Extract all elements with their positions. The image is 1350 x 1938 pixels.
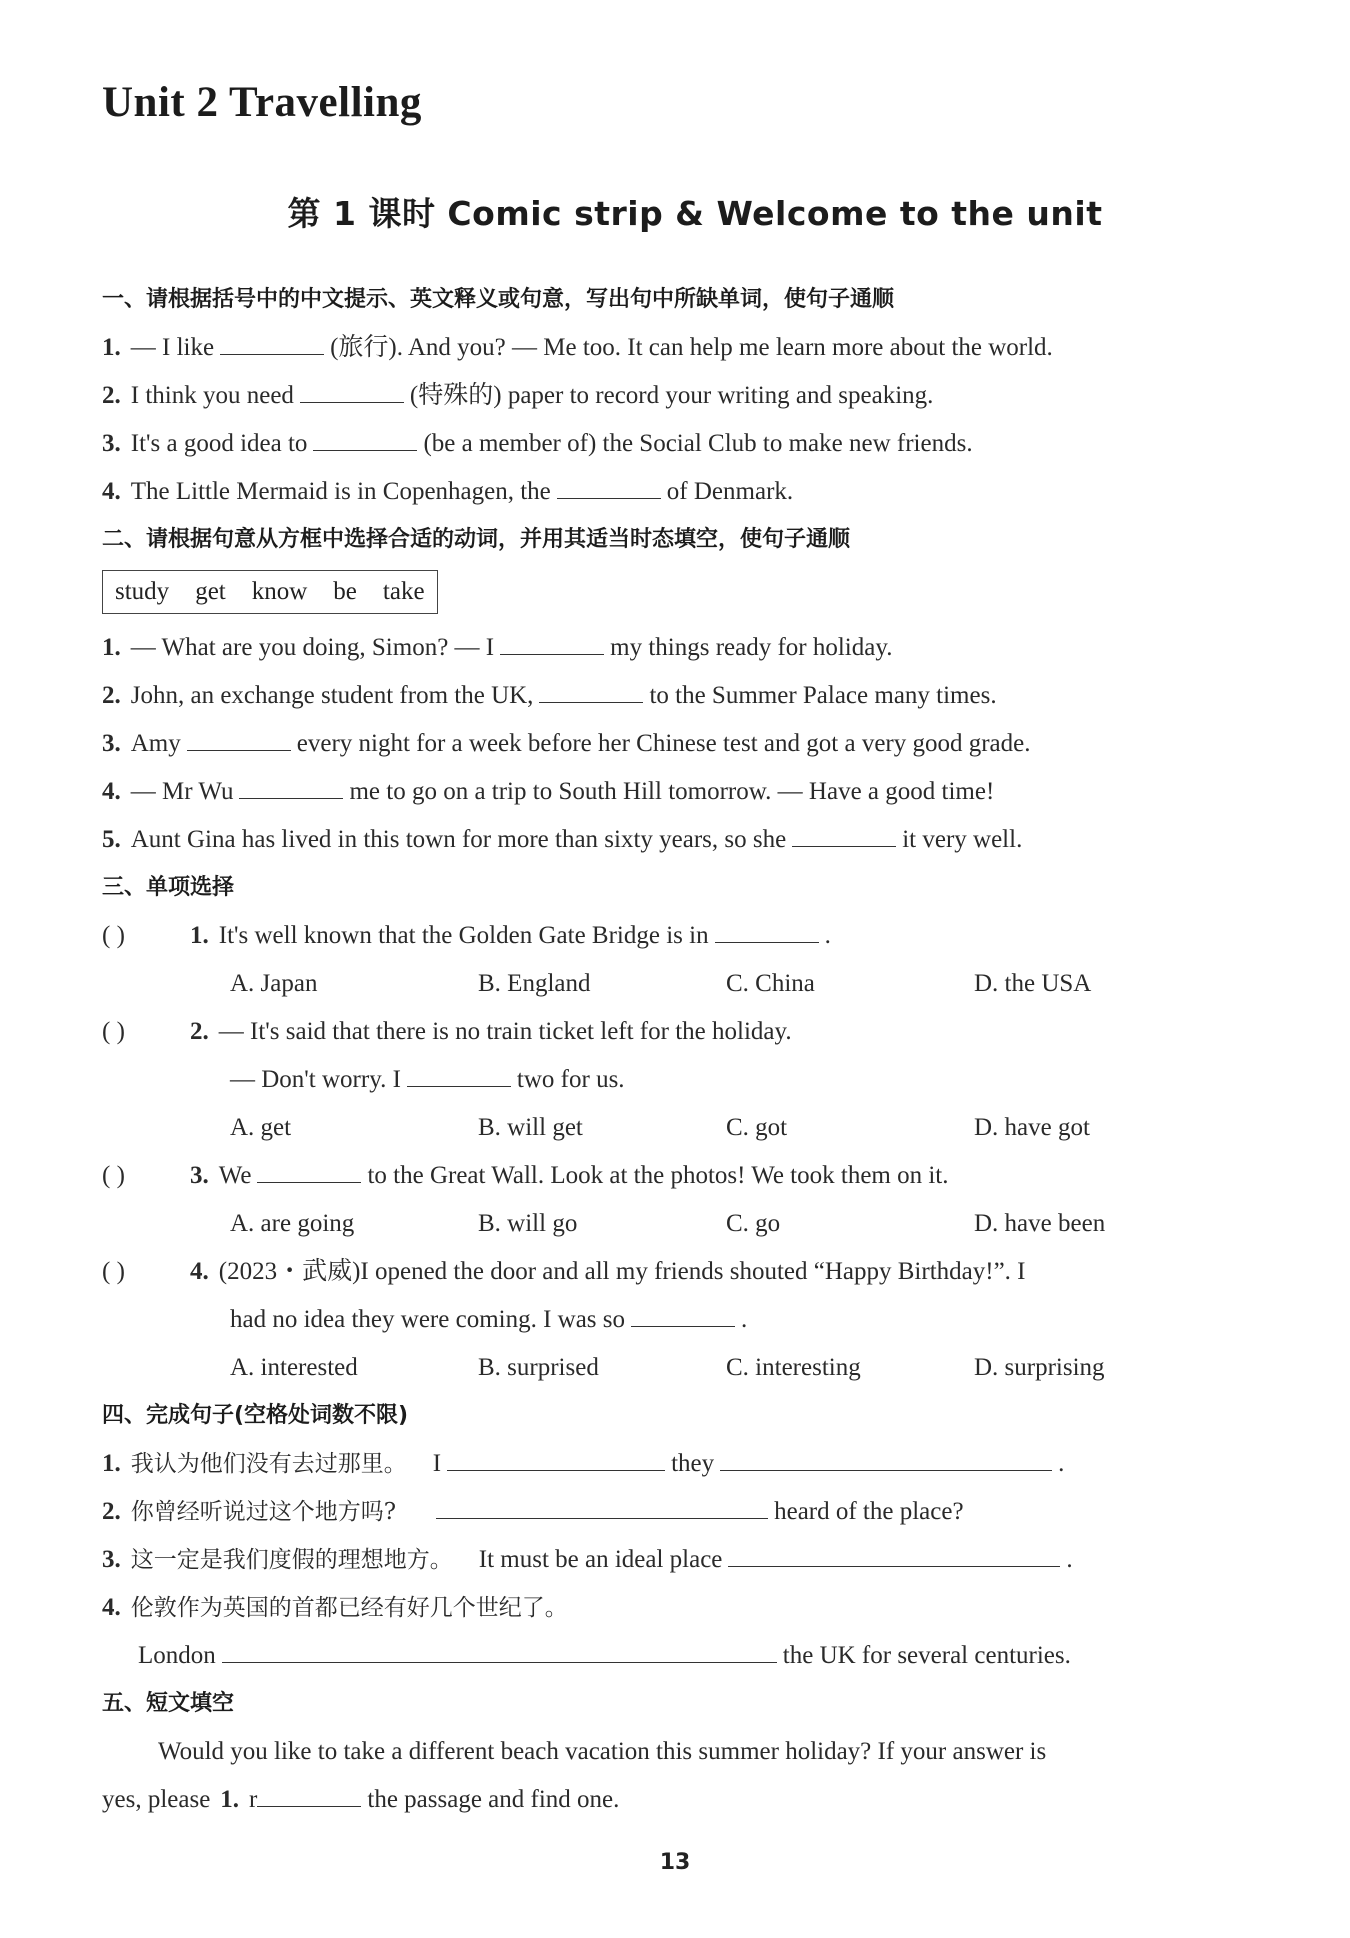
word-option: study — [115, 578, 170, 605]
s3-q3-options — [102, 1200, 1232, 1248]
item-text: (2023・武威)I opened the door and all my friends shouted “Happy Birthday!”. I — [218, 1258, 1026, 1285]
item-number: 1. — [102, 334, 121, 361]
item-text: every night for a week before her Chinese test and got a very good grade. — [296, 730, 1031, 757]
word-option: be — [333, 578, 357, 605]
answer-paren[interactable]: ( ) — [102, 922, 125, 949]
item-text: the UK for several centuries. — [782, 1642, 1071, 1669]
item-text: — Don't worry. I — [230, 1066, 401, 1093]
answer-blank[interactable] — [792, 820, 896, 847]
answer-blank[interactable] — [557, 472, 661, 499]
s4-item-2 — [102, 1488, 1232, 1536]
item-text: It's well known that the Golden Gate Bridge is in — [218, 922, 709, 949]
item-text: heard of the place? — [774, 1498, 964, 1525]
option-a[interactable]: A. Japan — [230, 970, 318, 997]
section3-heading: 三、单项选择 — [102, 875, 235, 900]
option-a[interactable]: A. are going — [230, 1210, 355, 1237]
item-number: 4. — [102, 778, 121, 805]
passage-text: yes, please — [102, 1786, 211, 1813]
option-c[interactable]: C. interesting — [726, 1354, 861, 1381]
s3-q2-line2 — [102, 1056, 1232, 1104]
item-text: — I like — [130, 334, 215, 361]
answer-blank — [715, 916, 819, 943]
answer-blank[interactable] — [222, 1636, 777, 1663]
answer-blank — [257, 1156, 361, 1183]
answer-blank — [407, 1060, 511, 1087]
item-number: 2. — [102, 382, 121, 409]
word-option: get — [195, 578, 226, 605]
unit-title: Unit 2 Travelling — [102, 79, 422, 126]
lesson-title: 第 1 课时 Comic strip & Welcome to the unit — [287, 194, 1103, 233]
item-text: . — [741, 1306, 748, 1333]
item-text: We — [218, 1162, 252, 1189]
item-text: It's a good idea to — [130, 430, 308, 457]
answer-paren[interactable]: ( ) — [102, 1258, 125, 1285]
s1-item-2 — [102, 372, 1232, 420]
s3-q2 — [102, 1008, 1232, 1056]
item-text: to the Summer Palace many times. — [649, 682, 997, 709]
s1-item-4 — [102, 468, 1232, 516]
option-b[interactable]: B. England — [478, 970, 591, 997]
item-text: — What are you doing, Simon? — I — [130, 634, 495, 661]
item-text: It must be an ideal place — [478, 1546, 723, 1573]
item-text: I — [432, 1450, 442, 1477]
s2-item-3 — [102, 720, 1232, 768]
section4-heading: 四、完成句子(空格处词数不限) — [102, 1403, 409, 1428]
word-box — [102, 570, 438, 614]
answer-blank — [631, 1300, 735, 1327]
answer-blank[interactable] — [187, 724, 291, 751]
item-text: . — [1058, 1450, 1065, 1477]
item-text: (be a member of) the Social Club to make new friends. — [423, 430, 973, 457]
answer-paren[interactable]: ( ) — [102, 1018, 125, 1045]
item-text: . — [1066, 1546, 1073, 1573]
item-text: London — [138, 1642, 216, 1669]
s3-q1-options — [102, 960, 1232, 1008]
item-number: 1. — [190, 922, 209, 949]
chinese-prompt: 这一定是我们度假的理想地方。 — [130, 1547, 453, 1573]
answer-blank[interactable] — [300, 376, 404, 403]
answer-blank[interactable] — [447, 1444, 665, 1471]
option-c[interactable]: C. China — [726, 970, 815, 997]
item-number: 3. — [102, 1546, 121, 1573]
passage-text: the passage and find one. — [367, 1786, 620, 1813]
answer-paren[interactable]: ( ) — [102, 1162, 125, 1189]
item-text: they — [671, 1450, 715, 1477]
chinese-prompt: 你曾经听说过这个地方吗? — [130, 1499, 397, 1525]
option-a[interactable]: A. get — [230, 1114, 292, 1141]
exercise-content — [102, 276, 1232, 1824]
s4-item-1 — [102, 1440, 1232, 1488]
chinese-prompt: 我认为他们没有去过那里。 — [130, 1451, 407, 1477]
item-text: (旅行). And you? — Me too. It can help me learn more about the world. — [330, 334, 1053, 361]
item-text: The Little Mermaid is in Copenhagen, the — [130, 478, 551, 505]
page-number: 13 — [659, 1850, 691, 1875]
s3-q4 — [102, 1248, 1232, 1296]
s3-q2-options — [102, 1104, 1232, 1152]
answer-blank[interactable] — [220, 328, 324, 355]
item-text: Amy — [130, 730, 181, 757]
item-text: — Mr Wu — [130, 778, 234, 805]
item-number: 2. — [102, 1498, 121, 1525]
s2-item-4 — [102, 768, 1232, 816]
item-text: of Denmark. — [666, 478, 794, 505]
answer-blank[interactable] — [539, 676, 643, 703]
s4-item-3 — [102, 1536, 1232, 1584]
option-b[interactable]: B. will get — [478, 1114, 583, 1141]
item-number: 4. — [102, 1594, 121, 1621]
answer-blank[interactable] — [257, 1780, 361, 1807]
item-number: 3. — [102, 730, 121, 757]
option-d[interactable]: D. have got — [974, 1114, 1090, 1141]
s1-item-3 — [102, 420, 1232, 468]
item-text: two for us. — [516, 1066, 625, 1093]
answer-blank[interactable] — [239, 772, 343, 799]
item-text: John, an exchange student from the UK, — [130, 682, 534, 709]
item-text: Aunt Gina has lived in this town for more than sixty years, so she — [130, 826, 787, 853]
passage-line-2 — [102, 1776, 1232, 1824]
item-number: 4. — [102, 478, 121, 505]
item-number: 3. — [190, 1162, 209, 1189]
item-number: 2. — [190, 1018, 209, 1045]
blank-hint-letter: r — [249, 1786, 258, 1813]
item-number: 2. — [102, 682, 121, 709]
item-text: to the Great Wall. Look at the photos! We took them on it. — [367, 1162, 949, 1189]
answer-blank[interactable] — [313, 424, 417, 451]
item-text: — It's said that there is no train ticket left for the holiday. — [218, 1018, 792, 1045]
s2-item-5 — [102, 816, 1232, 864]
s4-item-4-line2 — [102, 1632, 1232, 1680]
option-d[interactable]: D. the USA — [974, 970, 1092, 997]
chinese-prompt: 伦敦作为英国的首都已经有好几个世纪了。 — [130, 1595, 568, 1621]
item-text: had no idea they were coming. I was so — [230, 1306, 626, 1333]
section1-heading: 一、请根据括号中的中文提示、英文释义或句意，写出句中所缺单词，使句子通顺 — [102, 287, 895, 312]
option-d[interactable]: D. have been — [974, 1210, 1106, 1237]
s3-q1 — [102, 912, 1232, 960]
word-option: know — [251, 578, 308, 605]
item-number: 1. — [102, 634, 121, 661]
s3-q3 — [102, 1152, 1232, 1200]
item-text: (特殊的) paper to record your writing and speaking. — [409, 382, 934, 409]
option-a[interactable]: A. interested — [230, 1354, 358, 1381]
option-c[interactable]: C. go — [726, 1210, 781, 1237]
passage-line-1: Would you like to take a different beach vacation this summer holiday? If your answer is — [158, 1738, 1047, 1765]
word-box-row — [102, 564, 1232, 624]
item-text: I think you need — [130, 382, 294, 409]
answer-blank[interactable] — [720, 1444, 1052, 1471]
word-option: take — [382, 578, 425, 605]
s2-item-1 — [102, 624, 1232, 672]
item-text: me to go on a trip to South Hill tomorrow. — Have a good time! — [349, 778, 995, 805]
section2-heading: 二、请根据句意从方框中选择合适的动词，并用其适当时态填空，使句子通顺 — [102, 527, 851, 552]
s2-item-2 — [102, 672, 1232, 720]
option-d[interactable]: D. surprising — [974, 1354, 1105, 1381]
item-text: . — [824, 922, 831, 949]
s3-q4-line2 — [102, 1296, 1232, 1344]
s3-q4-options — [102, 1344, 1232, 1392]
s1-item-1 — [102, 324, 1232, 372]
answer-blank[interactable] — [500, 628, 604, 655]
answer-blank[interactable] — [728, 1540, 1060, 1567]
answer-blank[interactable] — [436, 1492, 768, 1519]
item-number: 5. — [102, 826, 121, 853]
s4-item-4 — [102, 1584, 1232, 1632]
option-b[interactable]: B. will go — [478, 1210, 578, 1237]
section5-heading: 五、短文填空 — [102, 1691, 235, 1716]
item-number: 4. — [190, 1258, 209, 1285]
item-number: 1. — [102, 1450, 121, 1477]
item-text: it very well. — [902, 826, 1023, 853]
option-b[interactable]: B. surprised — [478, 1354, 599, 1381]
blank-number: 1. — [220, 1786, 240, 1813]
item-number: 3. — [102, 430, 121, 457]
item-text: my things ready for holiday. — [610, 634, 893, 661]
option-c[interactable]: C. got — [726, 1114, 788, 1141]
